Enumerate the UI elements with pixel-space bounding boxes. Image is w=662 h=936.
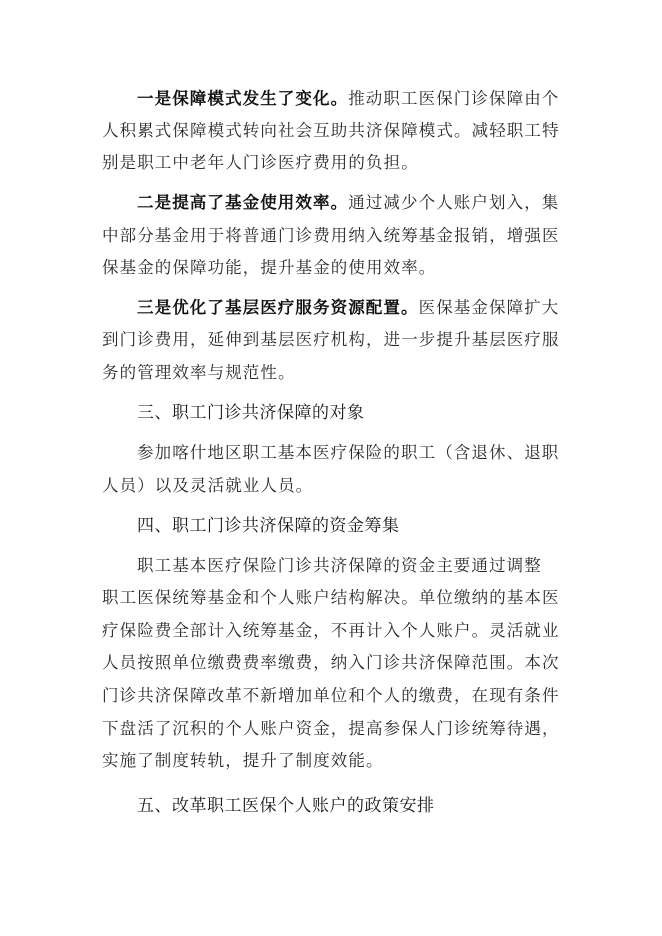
paragraph-3-line-2: 到门诊费用，延伸到基层医疗机构，进一步提升基层医疗服 bbox=[102, 330, 560, 349]
paragraph-1-line-3: 别是职工中老年人门诊医疗费用的负担。 bbox=[102, 153, 419, 172]
section-4-line-6: 下盘活了沉积的个人账户资金，提高参保人门诊统筹待遇， bbox=[102, 719, 560, 738]
section-4-heading: 四、职工门诊共济保障的资金筹集 bbox=[137, 516, 400, 536]
section-4-line-1: 职工基本医疗保险门诊共济保障的资金主要通过调整 bbox=[137, 556, 542, 575]
paragraph-3-line-3: 务的管理效率与规范性。 bbox=[102, 363, 296, 382]
section-4-line-5: 门诊共济保障改革不新增加单位和个人的缴费，在现有条件 bbox=[102, 686, 560, 705]
section-3-heading: 三、职工门诊共济保障的对象 bbox=[137, 403, 365, 423]
section-3-line-2: 人员）以及灵活就业人员。 bbox=[102, 476, 314, 495]
paragraph-1-line-2: 人积累式保障模式转向社会互助共济保障模式。减轻职工特 bbox=[102, 121, 560, 140]
paragraph-1-lead: 一是保障模式发生了变化。 bbox=[137, 89, 349, 108]
paragraph-2-line-1: 二是提高了基金使用效率。通过减少个人账户划入，集 bbox=[137, 193, 560, 212]
paragraph-2-line-3: 保基金的保障功能，提升基金的使用效率。 bbox=[102, 258, 437, 277]
section-4-line-3: 疗保险费全部计入统筹基金，不再计入个人账户。灵活就业 bbox=[102, 621, 560, 640]
section-4-line-4: 人员按照单位缴费费率缴费，纳入门诊共济保障范围。本次 bbox=[102, 653, 560, 672]
paragraph-1-line-1: 一是保障模式发生了变化。推动职工医保门诊保障由个 bbox=[137, 89, 560, 108]
section-4-line-7: 实施了制度转轨，提升了制度效能。 bbox=[102, 751, 384, 770]
section-5-heading: 五、改革职工医保个人账户的政策安排 bbox=[137, 796, 435, 816]
paragraph-2-lead: 二是提高了基金使用效率。 bbox=[137, 193, 349, 212]
section-4-line-2: 职工医保统筹基金和个人账户结构解决。单位缴纳的基本医 bbox=[102, 588, 560, 607]
section-3-line-1: 参加喀什地区职工基本医疗保险的职工（含退休、退职 bbox=[137, 443, 560, 462]
paragraph-2-line-2: 中部分基金用于将普通门诊费用纳入统筹基金报销，增强医 bbox=[102, 226, 560, 245]
paragraph-3-line-1: 三是优化了基层医疗服务资源配置。医保基金保障扩大 bbox=[137, 298, 560, 317]
paragraph-3-lead: 三是优化了基层医疗服务资源配置。 bbox=[137, 298, 419, 317]
